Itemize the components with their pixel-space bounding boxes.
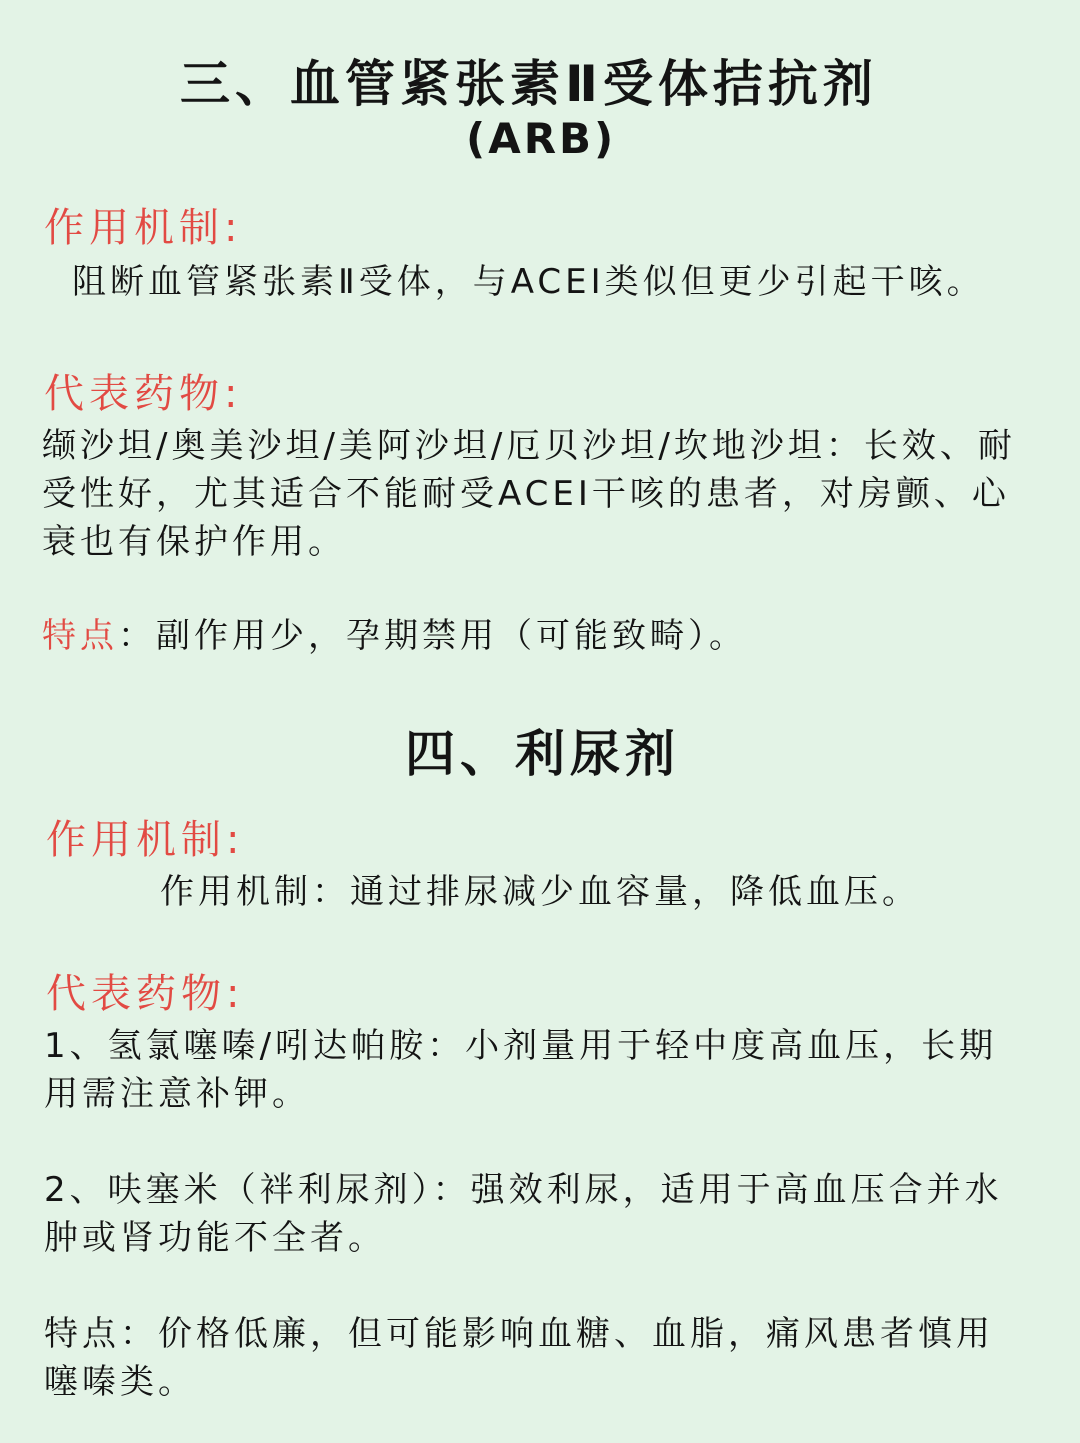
diuretics-mechanism-text: 作用机制：通过排尿减少血容量，降低血压。 — [160, 872, 920, 912]
arb-features-text: ：副作用少，孕期禁用（可能致畸）。 — [118, 616, 747, 656]
arb-drugs-line: 缬沙坦/奥美沙坦/美阿沙坦/厄贝沙坦/坎地沙坦：长效、耐 — [42, 426, 1016, 466]
diuretics-item-line: 用需注意补钾。 — [44, 1074, 310, 1114]
arb-subtitle: (ARB) — [466, 114, 617, 163]
diuretics-features-line: 特点：价格低廉，但可能影响血糖、血脂，痛风患者慎用 — [44, 1314, 994, 1354]
diuretics-item-line: 1、氢氯噻嗪/吲达帕胺：小剂量用于轻中度高血压，长期 — [44, 1026, 998, 1066]
arb-features-label: 特点 — [42, 616, 118, 656]
diuretics-features-line: 噻嗪类。 — [44, 1362, 196, 1402]
arb-drugs-heading: 代表药物: — [44, 371, 243, 417]
arb-features — [42, 608, 747, 657]
diuretics-mechanism-heading: 作用机制: — [46, 817, 245, 863]
diuretics-drugs-heading: 代表药物: — [46, 971, 245, 1017]
arb-mechanism-text: 阻断血管紧张素Ⅱ受体，与ACEI类似但更少引起干咳。 — [72, 262, 985, 302]
diuretics-item-line: 肿或肾功能不全者。 — [44, 1218, 386, 1258]
diuretics-item-line: 2、呋塞米（袢利尿剂）：强效利尿，适用于高血压合并水 — [44, 1170, 1003, 1210]
arb-title: 三、血管紧张素Ⅱ受体拮抗剂 — [180, 55, 878, 113]
arb-mechanism-heading: 作用机制: — [44, 205, 243, 251]
diuretics-title: 四、利尿剂 — [405, 725, 680, 783]
arb-drugs-line: 受性好，尤其适合不能耐受ACEI干咳的患者，对房颤、心 — [42, 474, 1010, 514]
arb-drugs-line: 衰也有保护作用。 — [42, 522, 346, 562]
